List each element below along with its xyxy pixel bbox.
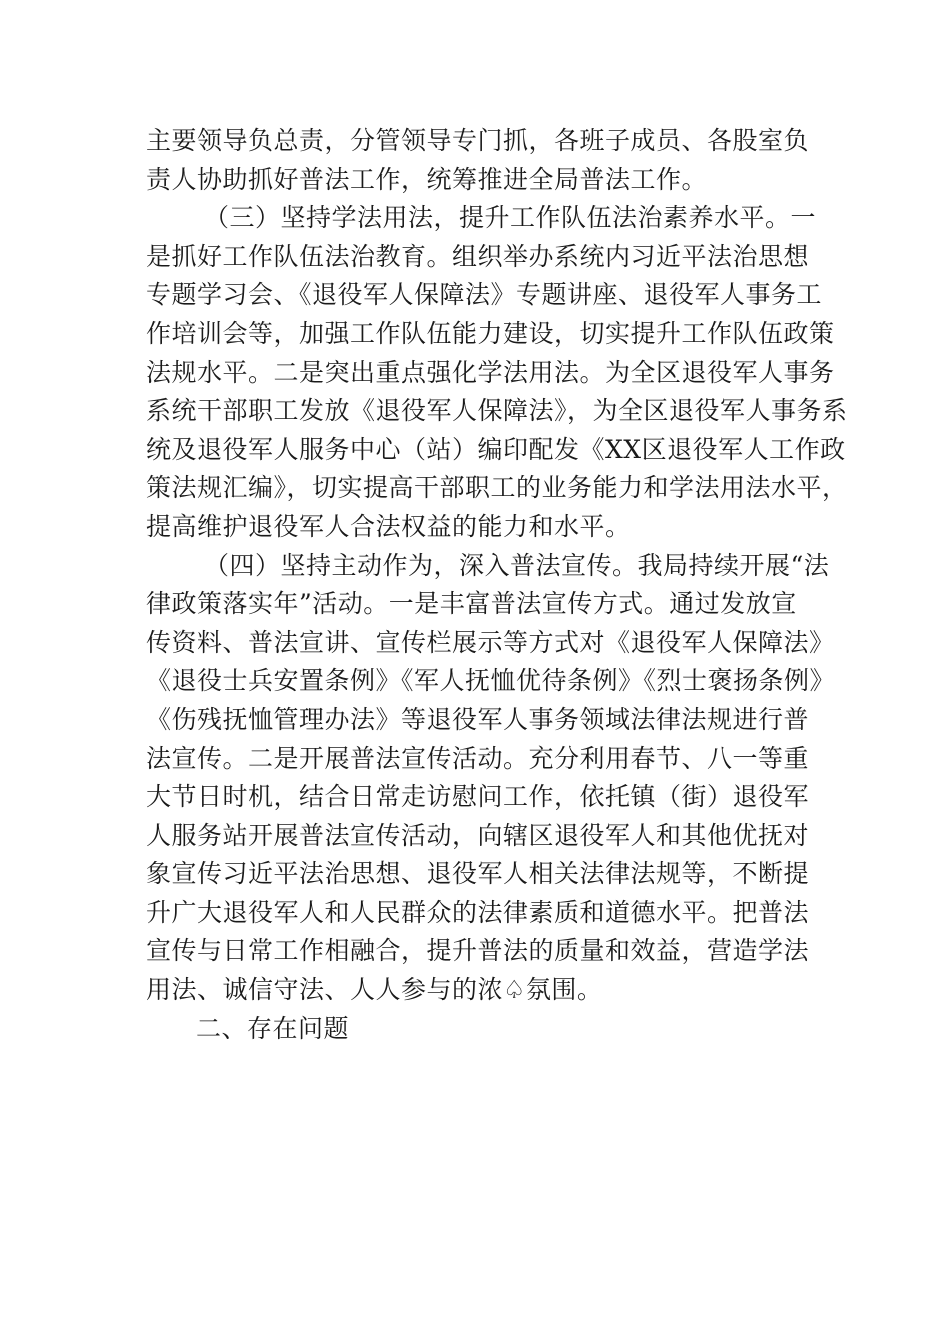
text-line: 责人协助抓好普法工作，统筹推进全局普法工作。: [146, 164, 708, 194]
text-line: 统及退役军人服务中心（站）编印配发《XX区退役军人工作政: [146, 434, 846, 464]
paragraph-p2: [146, 199, 846, 546]
text-line: 专题学习会、《退役军人保障法》专题讲座、退役军人事务工: [146, 280, 823, 310]
text-line: 大节日时机，结合日常走访慰问工作，依托镇（街）退役军: [146, 782, 810, 812]
paragraph-p3: [146, 547, 846, 1010]
text-line: 《退役士兵安置条例》《军人抚恤优待条例》《烈士褒扬条例》: [146, 666, 836, 696]
document-body: [146, 122, 846, 1048]
text-line: 《伤残抚恤管理办法》等退役军人事务领域法律法规进行普: [146, 704, 810, 734]
section-heading: 二、存在问题: [196, 1013, 350, 1043]
text-line: 法规水平。二是突出重点强化学法用法。为全区退役军人事务: [146, 357, 835, 387]
text-line: 策法规汇编》，切实提高干部职工的业务能力和学法用法水平，: [146, 473, 848, 503]
text-line: 律政策落实年”活动。一是丰富普法宣传方式。通过发放宣: [146, 589, 797, 619]
text-line: 象宣传习近平法治思想、退役军人相关法律法规等，不断提: [146, 859, 810, 889]
text-line: 传资料、普法宣讲、宣传栏展示等方式对《退役军人保障法》: [146, 627, 835, 657]
text-line: 是抓好工作队伍法治教育。组织举办系统内习近平法治思想: [146, 241, 810, 271]
paragraph-p1: [146, 122, 846, 199]
text-line: 系统干部职工发放《退役军人保障法》，为全区退役军人事务系: [146, 396, 848, 426]
text-line: 作培训会等，加强工作队伍能力建设，切实提升工作队伍政策: [146, 318, 835, 348]
text-line: （四）坚持主动作为，深入普法宣传。我局持续开展“法: [204, 550, 830, 580]
text-line: （三）坚持学法用法，提升工作队伍法治素养水平。一: [204, 203, 817, 233]
text-line: 升广大退役军人和人民群众的法律素质和道德水平。把普法: [146, 897, 810, 927]
text-line: 提高维护退役军人合法权益的能力和水平。: [146, 511, 631, 541]
text-line: 主要领导负总责，分管领导专门抓，各班子成员、各股室负: [146, 126, 810, 155]
text-line: 用法、诚信守法、人人参与的浓♤氛围。: [146, 975, 603, 1005]
text-line: 人服务站开展普法宣传活动，向辖区退役军人和其他优抚对: [146, 820, 810, 850]
text-line: 宣传与日常工作相融合，提升普法的质量和效益，营造学法: [146, 936, 810, 966]
text-line: 法宣传。二是开展普法宣传活动。充分利用春节、八一等重: [146, 743, 810, 773]
